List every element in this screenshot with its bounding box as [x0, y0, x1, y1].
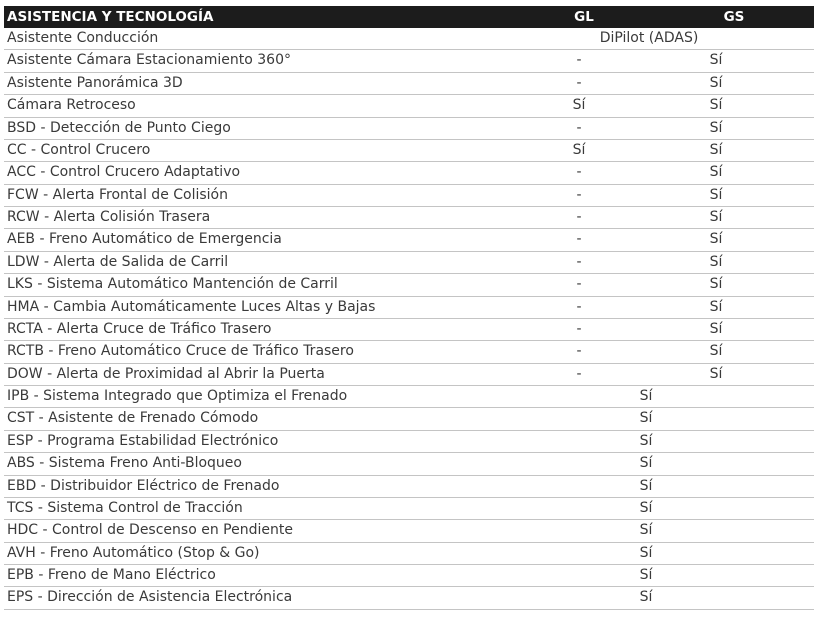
section-title: ASISTENCIA Y TECNOLOGÍA: [7, 9, 214, 25]
table-row: BSD - Detección de Punto Ciego - Sí: [4, 118, 814, 140]
feature-label: EPB - Freno de Mano Eléctrico: [7, 567, 216, 583]
column-header-gs: GS: [723, 9, 745, 25]
table-body: [4, 28, 814, 610]
table-row: EPB - Freno de Mano Eléctrico Sí: [4, 565, 814, 587]
table-header: [4, 6, 814, 28]
feature-label: RCTB - Freno Automático Cruce de Tráfico Trasero: [7, 343, 354, 360]
feature-label: ACC - Control Crucero Adaptativo: [7, 164, 241, 181]
feature-label: IPB - Sistema Integrado que Optimiza el Frenado: [7, 388, 348, 404]
feature-label: Cámara Retroceso: [7, 97, 136, 114]
table-row: ACC - Control Crucero Adaptativo - Sí: [4, 162, 814, 184]
feature-label: DOW - Alerta de Proximidad al Abrir la Puerta: [7, 365, 325, 382]
table-row: Asistente Panorámica 3D - Sí: [4, 73, 814, 95]
feature-label: FCW - Alerta Frontal de Colisión: [7, 186, 228, 203]
feature-label: LKS - Sistema Automático Mantención de Carril: [7, 276, 338, 293]
table-row: ESP - Programa Estabilidad Electrónico Sí: [4, 431, 814, 453]
table-row: Asistente Conducción DiPilot (ADAS): [4, 28, 814, 50]
spec-table: [4, 6, 814, 610]
table-row: EPS - Dirección de Asistencia Electrónica Sí: [4, 587, 814, 609]
table-row: RCW - Alerta Colisión Trasera - Sí: [4, 207, 814, 229]
table-row: RCTB - Freno Automático Cruce de Tráfico Trasero - Sí: [4, 341, 814, 363]
feature-label: Asistente Cámara Estacionamiento 360°: [7, 52, 291, 69]
feature-label: AVH - Freno Automático (Stop & Go): [7, 544, 260, 561]
feature-label: HDC - Control de Descenso en Pendiente: [7, 522, 293, 539]
table-row: AEB - Freno Automático de Emergencia - Sí: [4, 229, 814, 251]
table-row: LKS - Sistema Automático Mantención de Carril - Sí: [4, 274, 814, 296]
feature-label: Asistente Panorámica 3D: [7, 74, 183, 91]
feature-label: EPS - Dirección de Asistencia Electrónica: [7, 589, 293, 606]
table-row: Cámara Retroceso Sí Sí: [4, 95, 814, 117]
table-row: AVH - Freno Automático (Stop & Go) Sí: [4, 543, 814, 565]
feature-label: BSD - Detección de Punto Ciego: [7, 119, 231, 136]
table-row: HMA - Cambia Automáticamente Luces Altas y Bajas - Sí: [4, 297, 814, 319]
table-row: CC - Control Crucero Sí Sí: [4, 140, 814, 162]
feature-label: HMA - Cambia Automáticamente Luces Altas y Bajas: [7, 298, 376, 315]
feature-label: RCW - Alerta Colisión Trasera: [7, 209, 211, 225]
feature-label: Asistente Conducción: [7, 30, 159, 46]
table-row: Asistente Cámara Estacionamiento 360° - Sí: [4, 50, 814, 72]
feature-label: ESP - Programa Estabilidad Electrónico: [7, 432, 279, 449]
table-row: RCTA - Alerta Cruce de Tráfico Trasero - Sí: [4, 319, 814, 341]
table-row: FCW - Alerta Frontal de Colisión - Sí: [4, 185, 814, 207]
table-row: IPB - Sistema Integrado que Optimiza el Frenado Sí: [4, 386, 814, 408]
feature-label: CC - Control Crucero: [7, 141, 151, 158]
feature-label: EBD - Distribuidor Eléctrico de Frenado: [7, 477, 280, 494]
feature-label: LDW - Alerta de Salida de Carril: [7, 253, 229, 270]
feature-label: ABS - Sistema Freno Anti-Bloqueo: [7, 455, 242, 472]
table-row: LDW - Alerta de Salida de Carril - Sí: [4, 252, 814, 274]
column-header-gl: GL: [574, 9, 594, 25]
table-row: HDC - Control de Descenso en Pendiente Sí: [4, 520, 814, 542]
feature-label: AEB - Freno Automático de Emergencia: [7, 231, 282, 248]
table-row: CST - Asistente de Frenado Cómodo Sí: [4, 408, 814, 430]
table-row: ABS - Sistema Freno Anti-Bloqueo Sí: [4, 453, 814, 475]
table-row: DOW - Alerta de Proximidad al Abrir la Puerta - Sí: [4, 364, 814, 386]
table-row: TCS - Sistema Control de Tracción Sí: [4, 498, 814, 520]
feature-label: RCTA - Alerta Cruce de Tráfico Trasero: [7, 320, 272, 337]
table-row: EBD - Distribuidor Eléctrico de Frenado Sí: [4, 476, 814, 498]
feature-label: TCS - Sistema Control de Tracción: [7, 499, 243, 516]
feature-label: CST - Asistente de Frenado Cómodo: [7, 410, 259, 427]
